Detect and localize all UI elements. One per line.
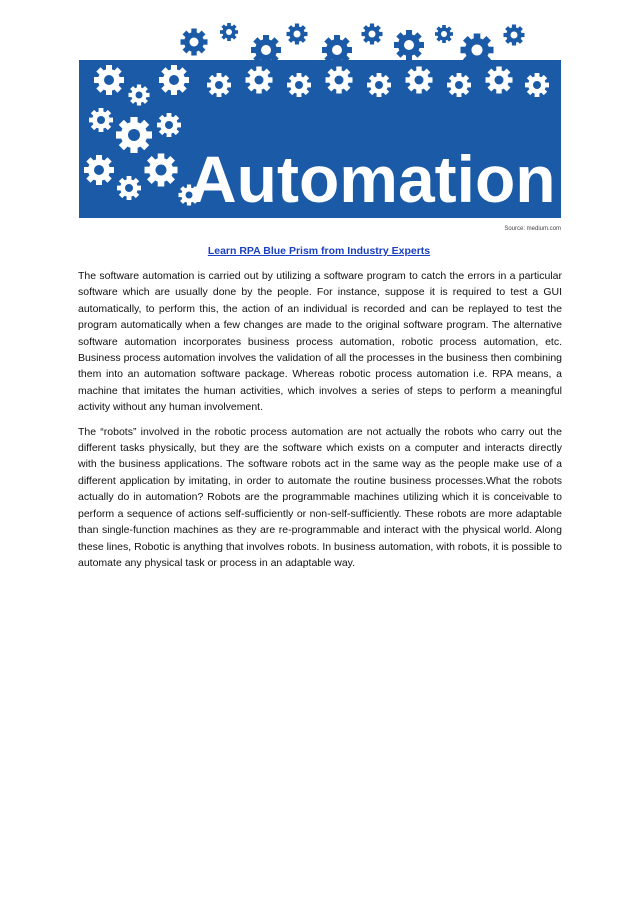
blue-prism-course-link[interactable]: Learn RPA Blue Prism from Industry Experts [207,245,431,257]
image-source-caption: Source: medium.com [504,226,561,232]
automation-banner-image [79,20,561,218]
banner-graphic [79,20,561,218]
paragraph: The “robots” involved in the robotic process automation are not actually the robots who carry out the different tasks physically, but they are the software which exists on a computer and interacts directly with the business applications. The software robots act in the same way as the people make use of a different application by imitating, in order to automate the routine business processes.What the robots actually do in automation? Robots are the programmable machines utilizing which it is conceivable to perform a sequence of actions self-sufficiently or non-self-sufficiently. These robots are more adaptable than single-function machines as they are re-programmable and interact with the physical world. Along these lines, Robotic is anything that involves robots. In business automation, with robots, it is possible to automate any physical task or process in an adaptable way. [78,425,562,569]
article-body [78,268,562,579]
paragraph: The software automation is carried out by utilizing a software program to catch the errors in a particular software which are usually done by the people. For instance, suppose it is required to test a GUI automatically, to perform this, the action of an individual is recorded and can be replayed to test the program automatically when a few changes are made to the original software program. The alternative software automation incorporates business process automation, robotic process automation, etc. Business process automation involves the validation of all the processes in the business then combining them into an automation software package. Whereas robotic process automation i.e. RPA means, a machine that imitates the human activities, which involves a series of steps to perform a meaningful activity without any human involvement. [78,270,562,414]
gear-icon [181,23,525,67]
banner-title: Automation [189,142,556,216]
